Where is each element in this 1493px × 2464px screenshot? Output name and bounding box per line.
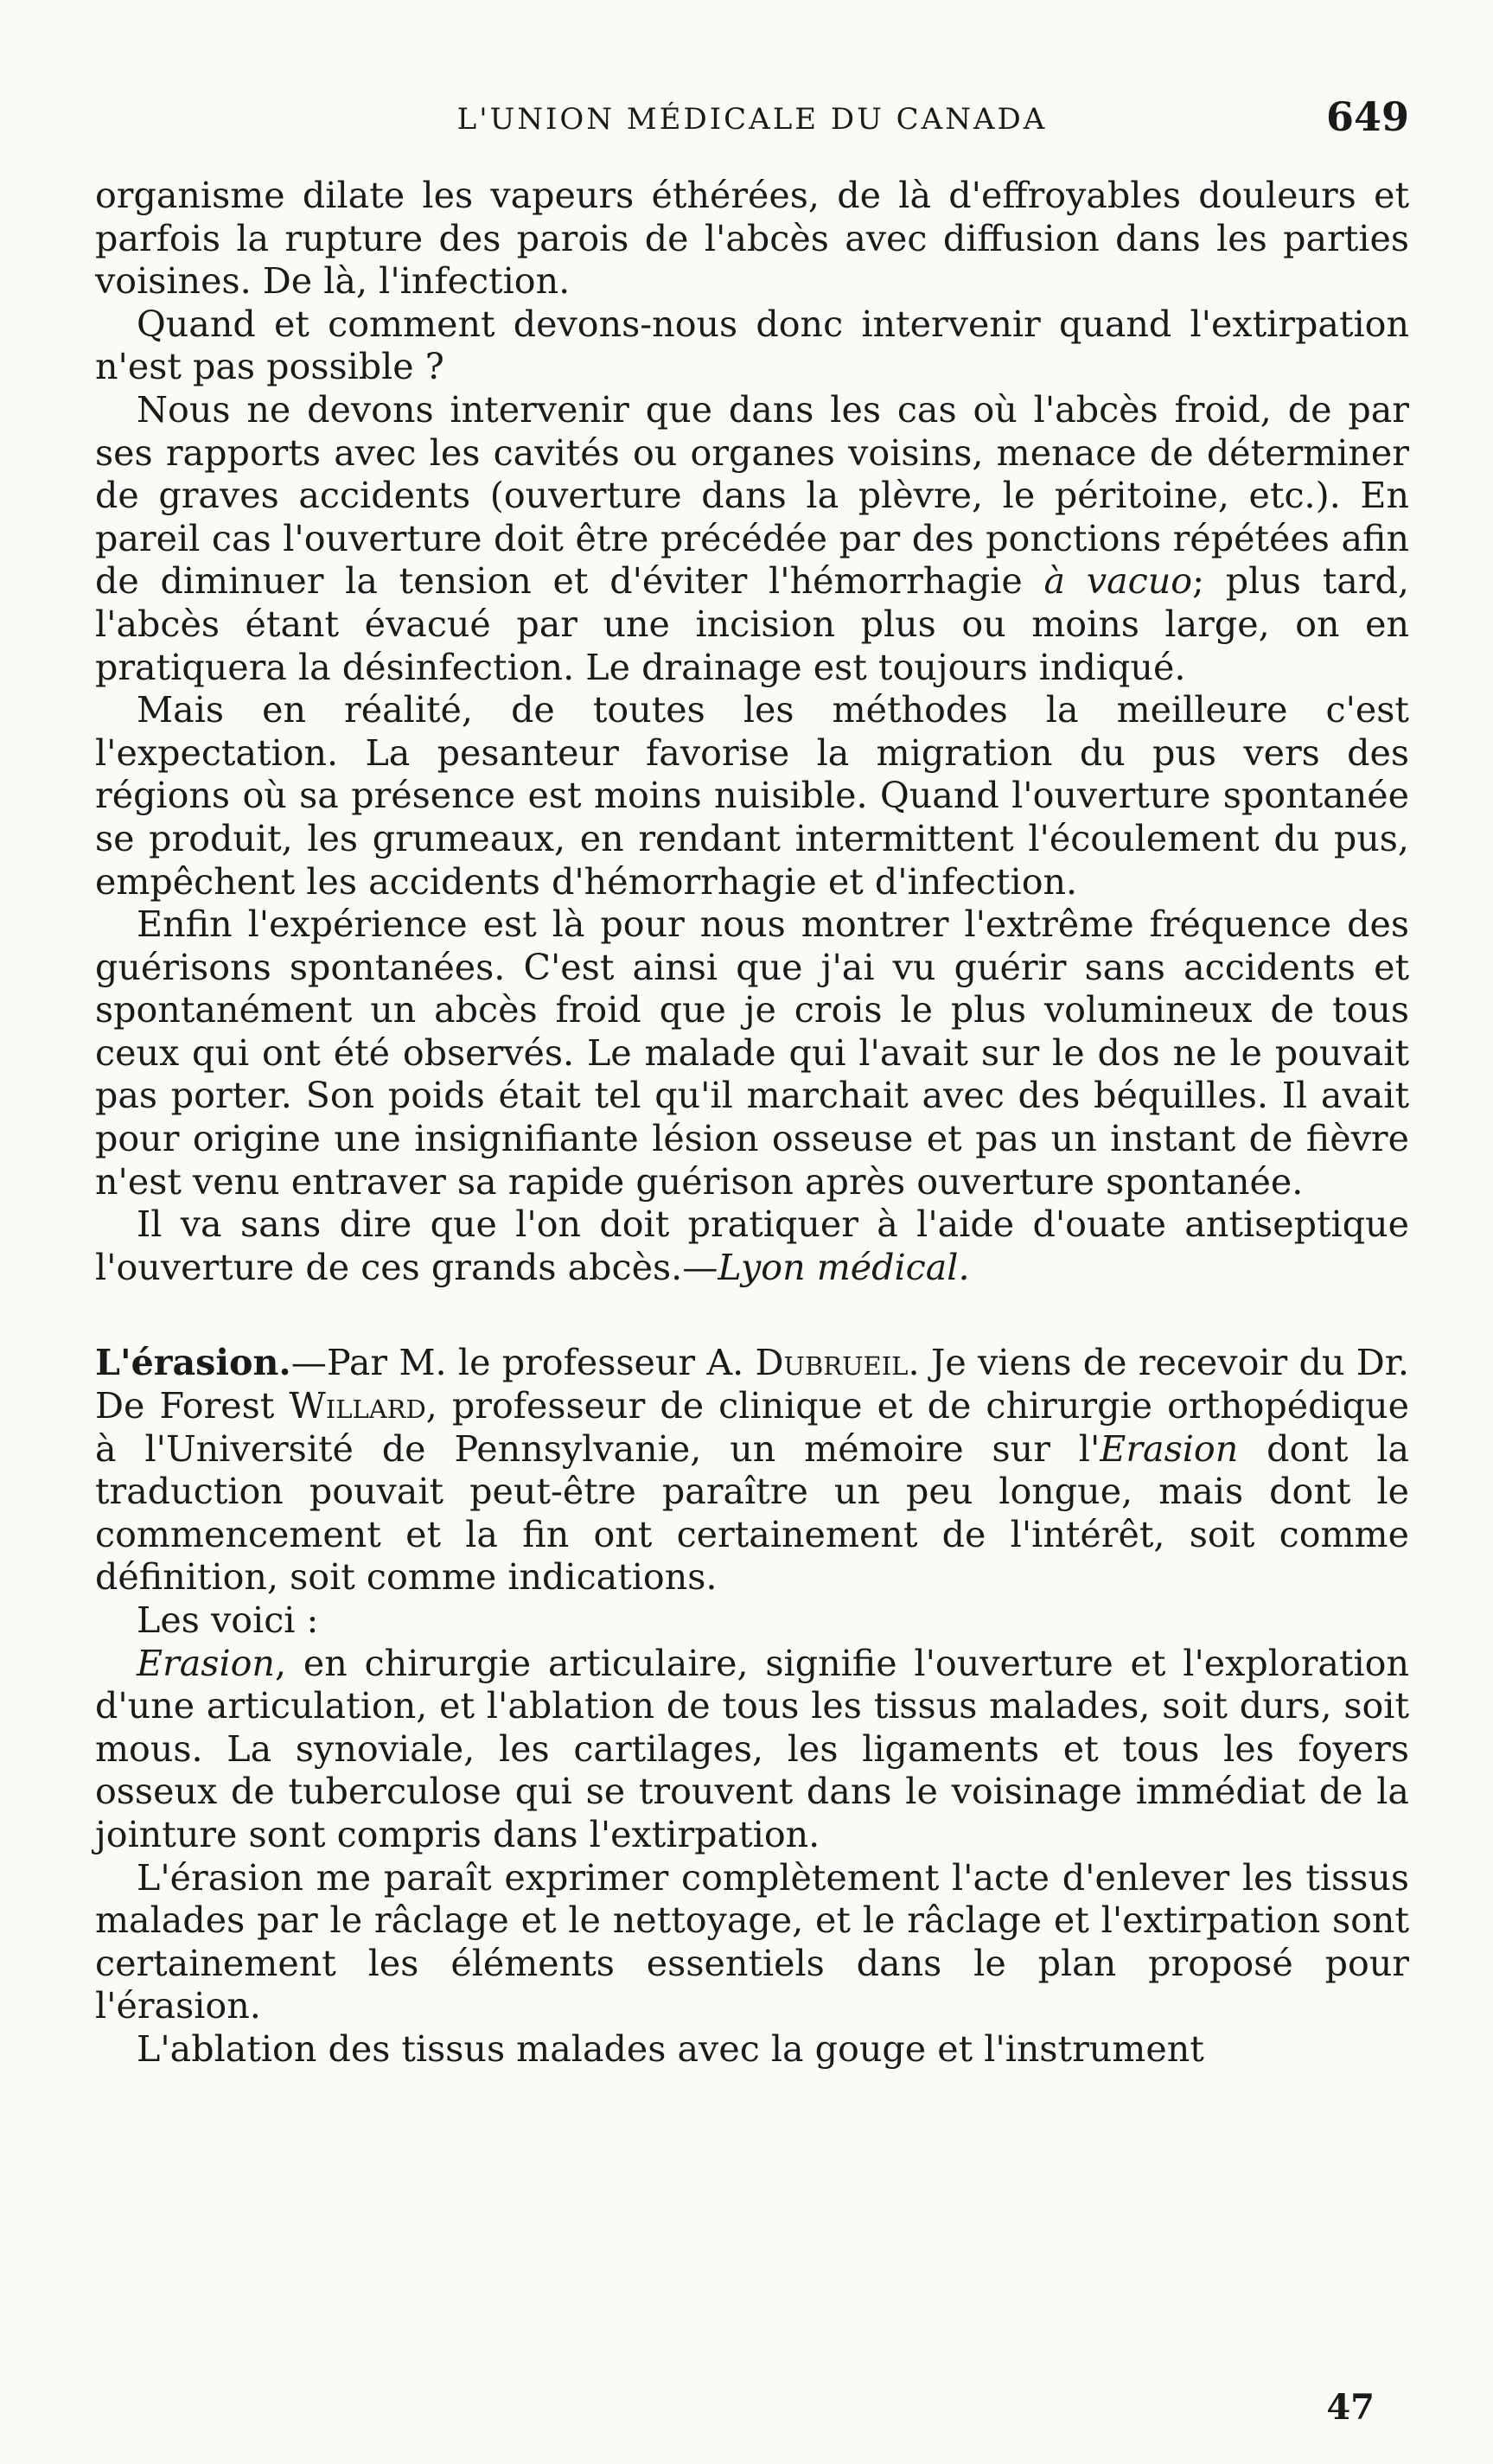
paragraph-text: , en chirurgie articulaire, signifie l'ouverture et l'exploration d'une articulation, et l'ablation de tous les tissus malades, soit durs, soit mous. La synoviale, les cartilages, les ligaments et tous les foyers osseux de tuberculose qui se trouvent dans le voisinage immédiat de la jointure sont compris dans l'extirpation. — [95, 1642, 1409, 1855]
page-number: 649 — [1325, 93, 1409, 140]
signature-mark: 47 — [1326, 2387, 1375, 2428]
document-page — [95, 93, 1409, 2428]
paragraph — [95, 175, 1409, 303]
italic-phrase: à vacuo — [1043, 560, 1193, 603]
paragraph-text: Enfin l'expérience est là pour nous montrer l'extrême fréquence des guérisons spontanées. C'est ainsi que j'ai vu guérir sans accidents et spontanément un abcès froid que je crois le plus volumineux de tous ceux qui ont été observés. Le malade qui l'avait sur le dos ne le pouvait pas porter. Son poids était tel qu'il marchait avec des béquilles. Il avait pour origine une insignifiante lésion osseuse et pas un instant de fièvre n'est venu entraver sa rapide guérison après ouverture spontanée. — [95, 903, 1409, 1203]
paragraph-text: Il va sans dire que l'on doit pratiquer à l'aide d'ouate antiseptique l'ouverture de ces grands abcès.— — [95, 1203, 1409, 1288]
paragraph-text: Les voici : — [137, 1599, 319, 1641]
author-name: Dubrueil — [755, 1342, 909, 1384]
paragraph-text: Nous ne devons intervenir que dans les cas où l'abcès froid, de par ses rapports avec les cavités ou organes voisins, menace de déterminer de graves accidents (ouverture dans la plèvre, le péritoine, etc.). En pareil cas l'ouverture doit être précédée par des ponctions répétées afin de diminuer la tension et d'éviter l'hémorrhagie — [95, 388, 1409, 603]
italic-term: Erasion — [137, 1642, 275, 1684]
paragraph — [95, 1599, 1409, 1643]
author-name: Willard — [289, 1385, 426, 1427]
source-citation: Lyon médical. — [718, 1246, 970, 1288]
paragraph — [95, 1643, 1409, 1857]
paragraph — [95, 303, 1409, 389]
article-erasion — [95, 1341, 1409, 2071]
paragraph-text: Mais en réalité, de toutes les méthodes la meilleure c'est l'expectation. La pesanteur favorise la migration du pus vers des régions où sa présence est moins nuisible. Quand l'ouverture spontanée se produit, les grumeaux, en rendant intermittent l'écoulement du pus, empêchent les accidents d'hémorrhagie et d'infection. — [95, 689, 1409, 903]
paragraph-text: —Par M. le professeur A. — [290, 1342, 756, 1384]
paragraph-text: L'érasion me paraît exprimer complètement l'acte d'enlever les tissus malades par le râclage et le nettoyage, et le râclage et l'extirpation sont certainement les éléments essentiels dans le plan proposé pour l'érasion. — [95, 1856, 1409, 2027]
body-text — [95, 175, 1409, 2071]
paragraph-text: . Je viens de recevoir du Dr. De Forest — [95, 1342, 1409, 1427]
paragraph — [95, 1341, 1409, 1599]
paragraph — [95, 1857, 1409, 2028]
article-title: L'érasion. — [95, 1341, 291, 1384]
paragraph — [95, 1203, 1409, 1289]
paragraph-text: L'ablation des tissus malades avec la gouge et l'instrument — [137, 2027, 1204, 2070]
running-head — [95, 93, 1409, 145]
italic-term: Erasion — [1100, 1427, 1239, 1470]
paragraph — [95, 2028, 1409, 2071]
paragraph-text: ; plus tard, l'abcès étant évacué par une incision plus ou moins large, on en pratiquera la désinfection. Le drainage est toujours indiqué. — [95, 560, 1409, 688]
journal-title: L'UNION MÉDICALE DU CANADA — [456, 102, 1048, 137]
paragraph — [95, 689, 1409, 903]
paragraph-text: Quand et comment devons-nous donc intervenir quand l'extirpation n'est pas possible ? — [95, 303, 1409, 388]
paragraph-text: organisme dilate les vapeurs éthérées, de là d'effroyables douleurs et parfois la rupture des parois de l'abcès avec diffusion dans les parties voisines. De là, l'infection. — [95, 175, 1409, 303]
paragraph-text: , professeur de clinique et de chirurgie orthopédique à l'Université de Pennsylvanie, un mémoire sur l' — [95, 1385, 1409, 1470]
paragraph — [95, 389, 1409, 689]
paragraph-text: dont la traduction pouvait peut-être paraître un peu longue, mais dont le commencement et la fin ont certainement de l'intérêt, soit comme définition, soit comme indications. — [95, 1427, 1410, 1599]
paragraph — [95, 903, 1409, 1203]
